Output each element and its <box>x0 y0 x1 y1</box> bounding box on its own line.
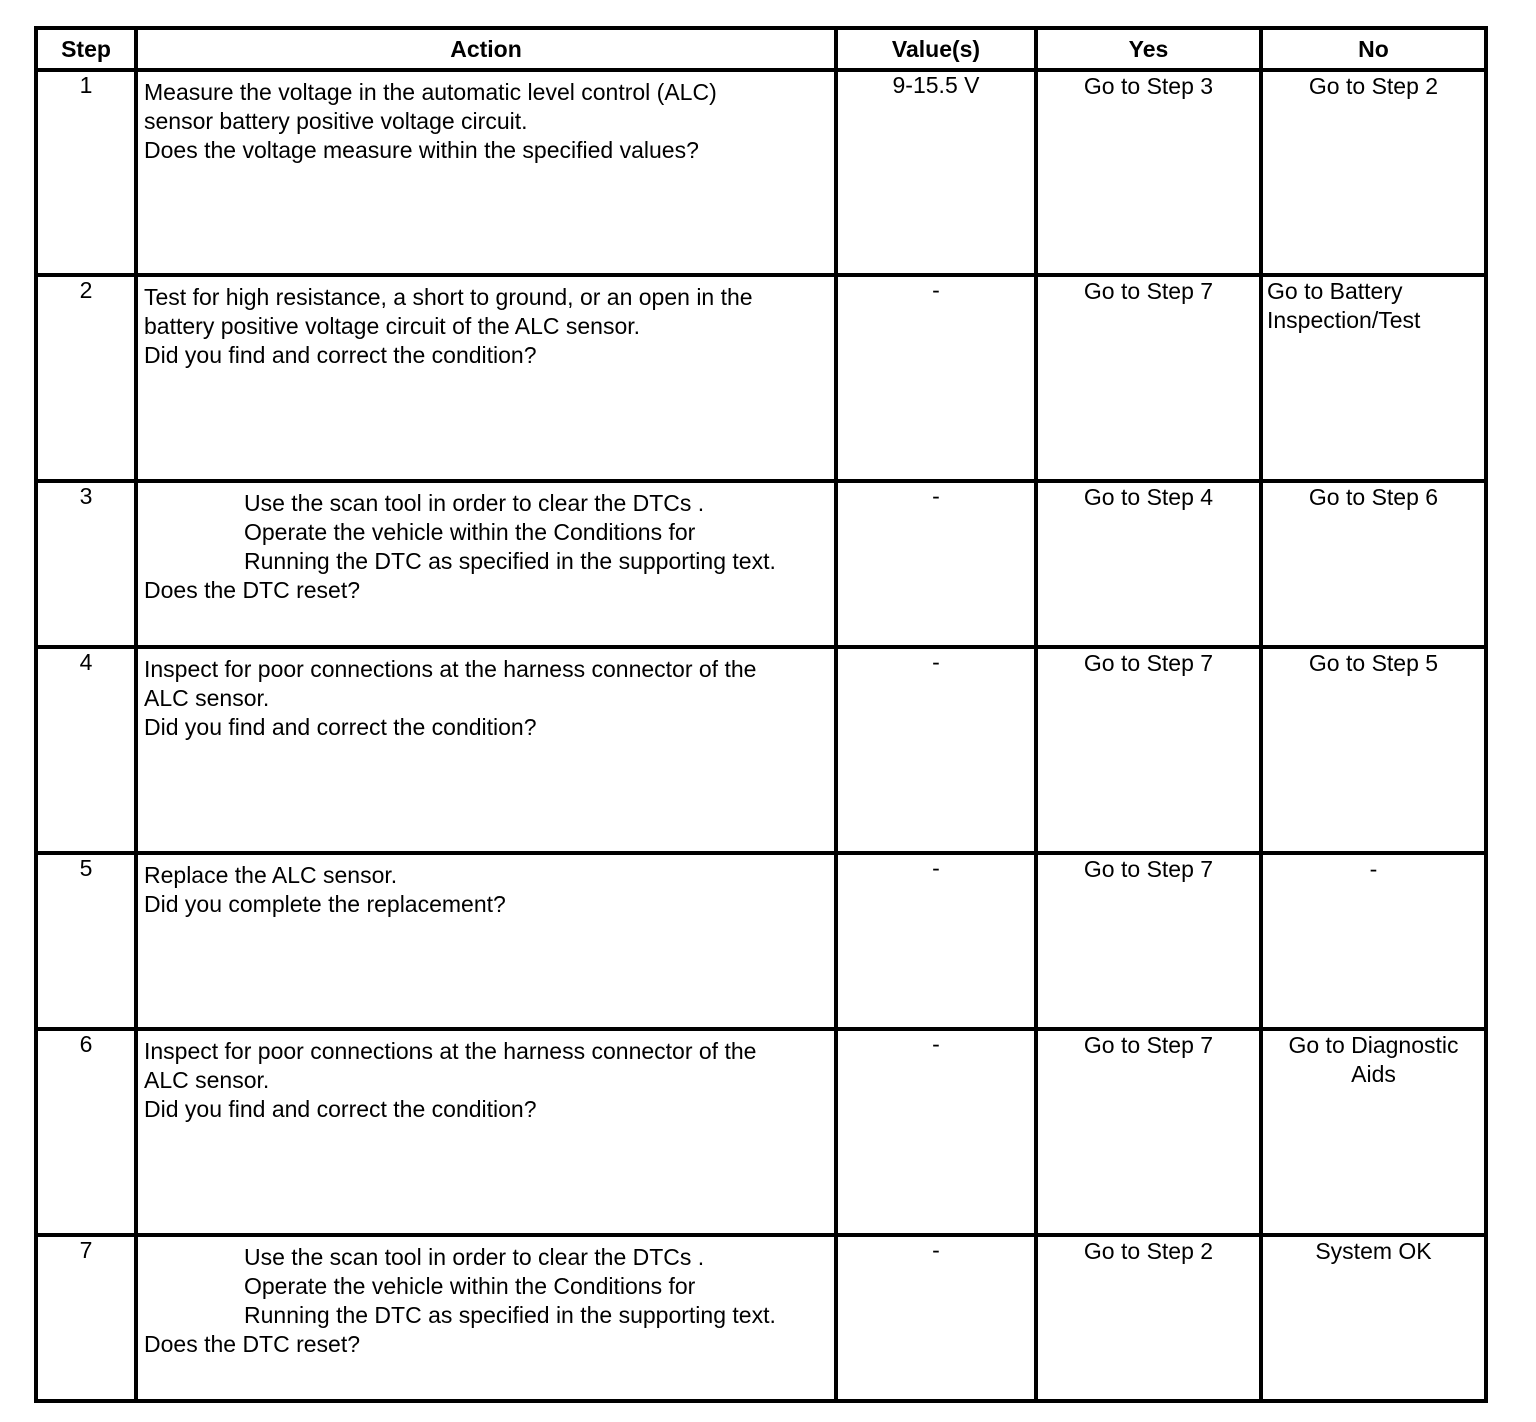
no-link[interactable]: Go to Battery Inspection/Test <box>1267 278 1421 333</box>
action-text: Test for high resistance, a short to ground, or an open in the battery positive voltage circuit of the ALC sensor. <box>144 284 753 339</box>
action-question: Did you find and correct the condition? <box>144 1096 537 1122</box>
table-row <box>36 481 1486 647</box>
no-link[interactable]: Go to Step 6 <box>1308 484 1439 510</box>
no-link: System OK <box>1315 1238 1432 1264</box>
yes-link[interactable]: Go to Step 7 <box>1083 278 1214 304</box>
yes-link[interactable]: Go to Step 7 <box>1083 650 1214 676</box>
value-cell: 9-15.5 V <box>836 70 1036 275</box>
yes-link[interactable]: Go to Step 2 <box>1083 1238 1214 1264</box>
header-step: Step <box>36 28 136 70</box>
table-row <box>36 70 1486 275</box>
step-number: 3 <box>36 481 136 647</box>
action-text: Use the scan tool in order to clear the DTCs . Operate the vehicle within the Conditions for Running the DTC as specified in the supporting text. <box>244 1244 776 1328</box>
value-cell: - <box>836 481 1036 647</box>
header-values: Value(s) <box>836 28 1036 70</box>
value-cell: - <box>836 647 1036 853</box>
value-cell: - <box>836 275 1036 481</box>
yes-link[interactable]: Go to Step 7 <box>1083 1032 1214 1058</box>
yes-link[interactable]: Go to Step 7 <box>1083 856 1214 882</box>
value-cell: - <box>836 853 1036 1029</box>
table-row <box>36 647 1486 853</box>
no-link: - <box>1369 856 1378 882</box>
step-number: 4 <box>36 647 136 853</box>
no-link[interactable]: Go to Step 5 <box>1308 650 1439 676</box>
header-action: Action <box>136 28 836 70</box>
step-number: 5 <box>36 853 136 1029</box>
no-link[interactable]: Go to Diagnostic Aids <box>1288 1032 1459 1087</box>
step-number: 6 <box>36 1029 136 1235</box>
header-yes: Yes <box>1036 28 1261 70</box>
action-question: Does the DTC reset? <box>144 577 361 603</box>
value-cell: - <box>836 1029 1036 1235</box>
action-text: Use the scan tool in order to clear the DTCs . Operate the vehicle within the Conditions for Running the DTC as specified in the supporting text. <box>244 490 776 574</box>
no-link[interactable]: Go to Step 2 <box>1308 73 1439 99</box>
action-text: Replace the ALC sensor. <box>144 862 398 888</box>
step-number: 2 <box>36 275 136 481</box>
action-question: Did you complete the replacement? <box>144 891 506 917</box>
action-question: Does the voltage measure within the specified values? <box>144 137 699 163</box>
table-row <box>36 1235 1486 1401</box>
yes-link[interactable]: Go to Step 3 <box>1083 73 1214 99</box>
action-question: Did you find and correct the condition? <box>144 714 537 740</box>
step-number: 1 <box>36 70 136 275</box>
value-cell: - <box>836 1235 1036 1401</box>
action-text: Inspect for poor connections at the harness connector of the ALC sensor. <box>144 656 757 711</box>
header-row <box>36 28 1486 70</box>
action-question: Does the DTC reset? <box>144 1331 361 1357</box>
table-row <box>36 275 1486 481</box>
step-number: 7 <box>36 1235 136 1401</box>
yes-link[interactable]: Go to Step 4 <box>1083 484 1214 510</box>
action-text: Measure the voltage in the automatic level control (ALC) sensor battery positive voltage circuit. <box>144 79 717 134</box>
action-question: Did you find and correct the condition? <box>144 342 537 368</box>
header-no: No <box>1261 28 1486 70</box>
table-row <box>36 1029 1486 1235</box>
diagnostic-table <box>34 26 1488 1403</box>
action-text: Inspect for poor connections at the harness connector of the ALC sensor. <box>144 1038 757 1093</box>
table-row <box>36 853 1486 1029</box>
